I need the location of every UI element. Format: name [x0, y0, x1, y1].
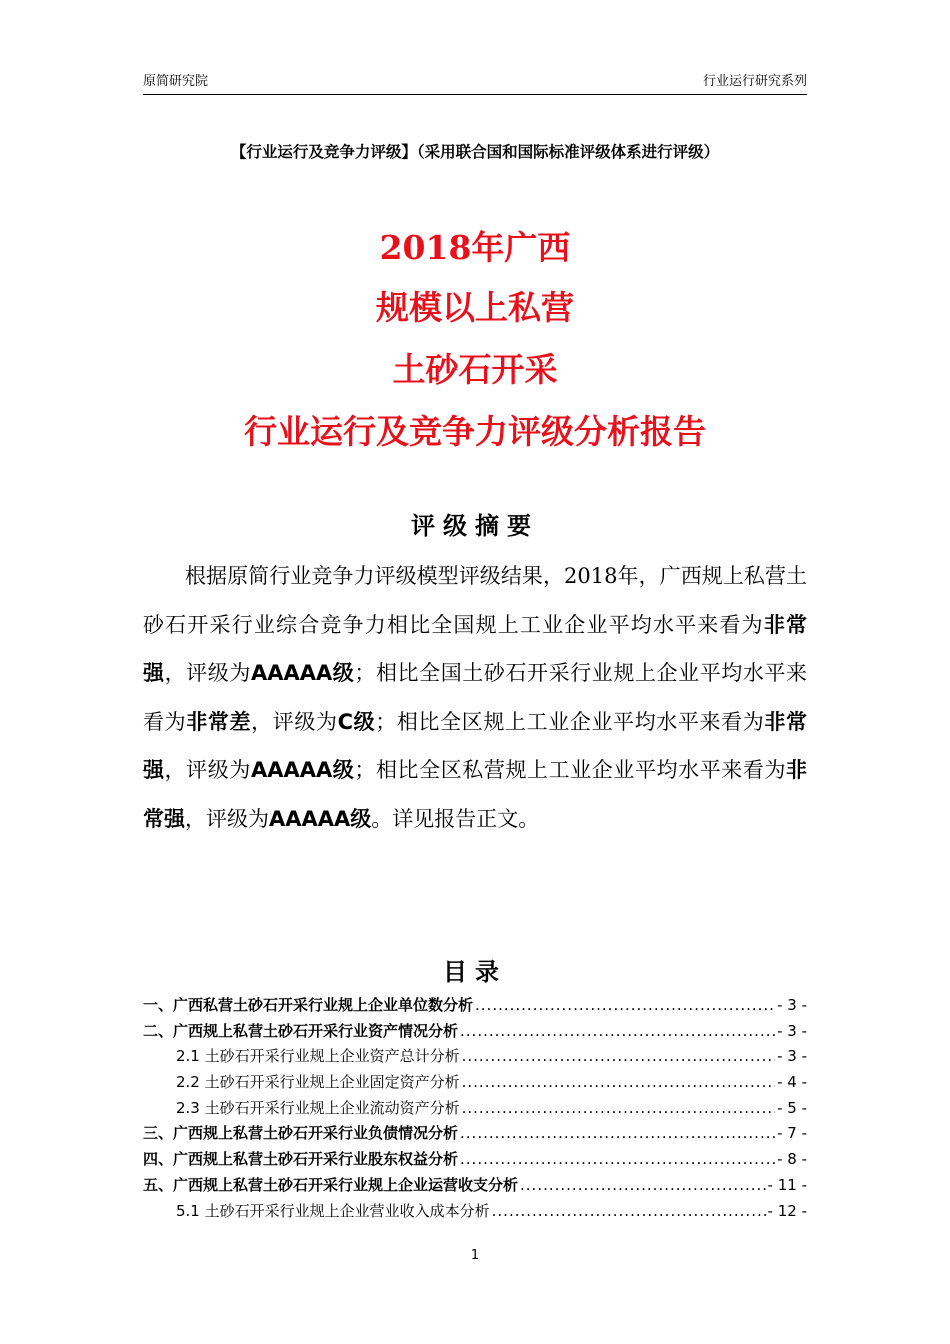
toc-subentry[interactable]	[143, 1097, 807, 1123]
toc-entry-label: 5.1 土砂石开采行业规上企业营业收入成本分析	[176, 1201, 490, 1220]
toc-entry-label: 四、广西规上私营土砂石开采行业股东权益分析	[143, 1150, 459, 1169]
toc-entry-page: - 7 -	[777, 1124, 807, 1143]
toc-entry-label: 2.1 土砂石开采行业规上企业资产总计分析	[176, 1047, 460, 1066]
toc-leader-dots	[492, 1202, 766, 1220]
toc-entry-page: - 11 -	[767, 1175, 807, 1194]
title-line-2: 规模以上私营	[376, 288, 574, 327]
toc-leader-dots	[462, 1099, 775, 1117]
toc-heading: 目录	[443, 958, 507, 986]
summary-text: 。详见报告正文。	[371, 806, 540, 831]
toc-entry[interactable]	[143, 1122, 807, 1148]
page-number: 1	[470, 1248, 480, 1263]
summary-text: ；相比全区规上工业企业平均水平来看为	[375, 709, 765, 734]
summary-rating: AAAAA级	[250, 661, 355, 685]
toc-leader-dots	[460, 1150, 775, 1168]
toc-entry-page: - 3 -	[777, 996, 807, 1014]
summary-text: ，评级为	[164, 758, 251, 782]
summary-text: 根据原简行业竞争力评级模型评级结果，2018年，广西规上私营土砂石开采行业综合竞争力相比全国规上工业企业平均水平来看为	[143, 564, 807, 637]
toc-entry-page: - 3 -	[777, 1047, 807, 1066]
toc-subentry[interactable]	[143, 1045, 807, 1071]
toc-subentry[interactable]	[143, 1071, 807, 1097]
title-line-1: 2018年广西	[379, 228, 571, 267]
summary-emphasis: 非常强	[143, 758, 808, 831]
toc-leader-dots	[462, 1073, 775, 1091]
toc-entry-label: 三、广西规上私营土砂石开采行业负债情况分析	[143, 1124, 459, 1143]
header-org-name: 原简研究院	[143, 74, 209, 89]
summary-text: ；相比全区私营规上工业企业平均水平来看为	[354, 758, 787, 782]
summary-emphasis: 非常强	[143, 612, 808, 685]
toc-entry[interactable]	[143, 1148, 807, 1174]
toc-leader-dots	[462, 1047, 775, 1065]
summary-text: ；相比全国土砂石开采行业规上企业平均水平来看为	[143, 661, 808, 734]
toc-entry-page: - 4 -	[777, 1073, 807, 1092]
report-tagline: 【行业运行及竞争力评级】（采用联合国和国际标准评级体系进行评级）	[230, 143, 720, 161]
toc-leader-dots	[475, 996, 775, 1014]
page-header	[143, 68, 807, 95]
summary-heading: 评级摘要	[411, 512, 539, 540]
title-line-4: 行业运行及竞争力评级分析报告	[244, 412, 706, 451]
toc-entry-label: 2.3 土砂石开采行业规上企业流动资产分析	[176, 1098, 460, 1117]
summary-text: ，评级为	[164, 661, 251, 685]
summary-rating: C级	[337, 709, 376, 734]
toc-entry[interactable]	[143, 1020, 807, 1046]
toc-leader-dots	[460, 1022, 775, 1040]
summary-emphasis: 非常差	[186, 709, 252, 734]
summary-text: ，评级为	[185, 806, 269, 831]
toc-entry-page: - 8 -	[777, 1150, 807, 1169]
summary-rating: AAAAA级	[269, 806, 372, 831]
summary-paragraph	[143, 552, 807, 843]
toc-leader-dots	[460, 1124, 775, 1142]
summary-rating: AAAAA级	[250, 758, 355, 782]
header-series-name: 行业运行研究系列	[702, 74, 807, 89]
toc-entry[interactable]	[143, 1174, 807, 1200]
summary-text: ，评级为	[251, 709, 338, 734]
toc-entry-label: 一、广西私营土砂石开采行业规上企业单位数分析	[143, 996, 474, 1014]
toc-entry-page: - 5 -	[777, 1098, 807, 1117]
toc-entry-label: 二、广西规上私营土砂石开采行业资产情况分析	[143, 1021, 459, 1040]
toc-entry-page: - 12 -	[767, 1201, 807, 1220]
toc-subentry[interactable]	[143, 1200, 807, 1226]
toc-leader-dots	[520, 1176, 766, 1194]
title-line-3: 土砂石开采	[392, 350, 558, 389]
summary-emphasis: 非常强	[143, 709, 808, 782]
toc-entry-page: - 3 -	[777, 1021, 807, 1040]
table-of-contents	[143, 994, 807, 1225]
toc-entry[interactable]	[143, 994, 807, 1020]
toc-entry-label: 2.2 土砂石开采行业规上企业固定资产分析	[176, 1073, 460, 1092]
toc-entry-label: 五、广西规上私营土砂石开采行业规上企业运营收支分析	[143, 1175, 519, 1194]
